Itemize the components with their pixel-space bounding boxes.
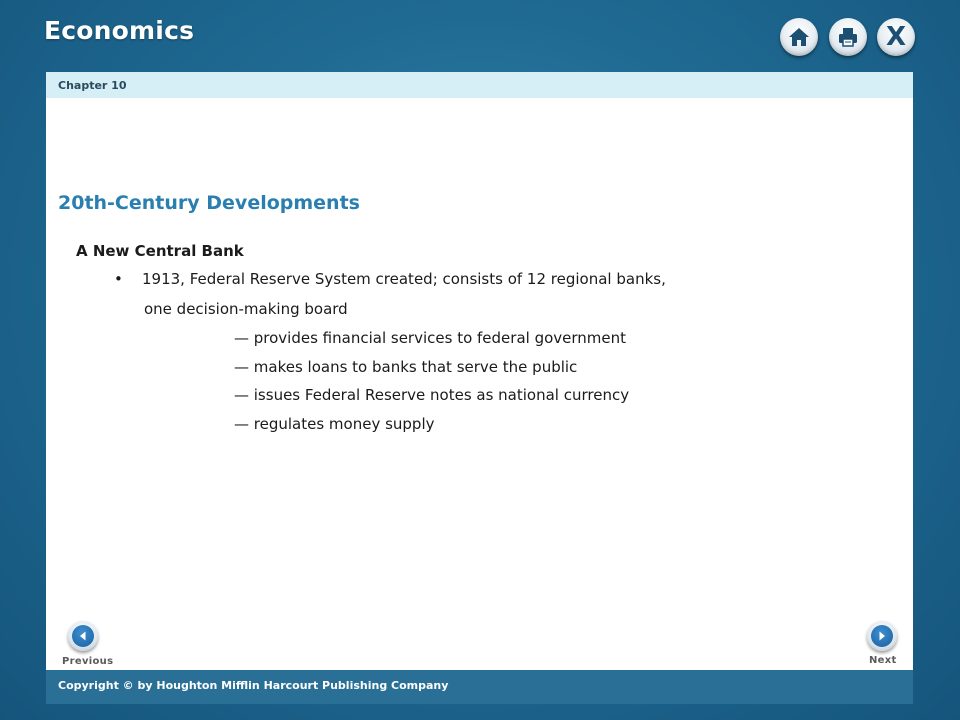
content-panel xyxy=(46,72,913,670)
arrow-left-icon xyxy=(77,630,89,642)
home-button[interactable] xyxy=(780,18,818,56)
print-button[interactable] xyxy=(829,18,867,56)
function-item: — makes loans to banks that serve the public xyxy=(234,358,578,376)
subheading: A New Central Bank xyxy=(76,242,244,260)
footer-bar xyxy=(46,670,913,704)
function-item: — issues Federal Reserve notes as national currency xyxy=(234,386,630,404)
bullet-dot: • xyxy=(114,270,123,288)
previous-button-face xyxy=(72,625,94,647)
chapter-label: Chapter 10 xyxy=(58,79,127,92)
function-item: — provides financial services to federal government xyxy=(234,329,627,347)
print-icon xyxy=(836,26,860,48)
copyright-text: Copyright © by Houghton Mifflin Harcourt Publishing Company xyxy=(58,679,449,692)
previous-label[interactable]: Previous xyxy=(62,656,114,667)
app-title: Economics xyxy=(44,16,195,45)
previous-button[interactable] xyxy=(68,621,98,651)
home-icon xyxy=(787,26,811,48)
next-button[interactable] xyxy=(867,621,897,651)
section-title: 20th-Century Developments xyxy=(58,192,360,214)
next-label[interactable]: Next xyxy=(869,655,897,666)
function-item: — regulates money supply xyxy=(234,415,435,433)
close-icon: X xyxy=(885,22,907,52)
next-button-face xyxy=(871,625,893,647)
bullet-line-1: 1913, Federal Reserve System created; consists of 12 regional banks, xyxy=(142,270,666,288)
close-button[interactable] xyxy=(877,18,915,56)
arrow-right-icon xyxy=(876,630,888,642)
chapter-bar xyxy=(46,72,913,98)
bullet-line-2: one decision-making board xyxy=(144,300,348,318)
